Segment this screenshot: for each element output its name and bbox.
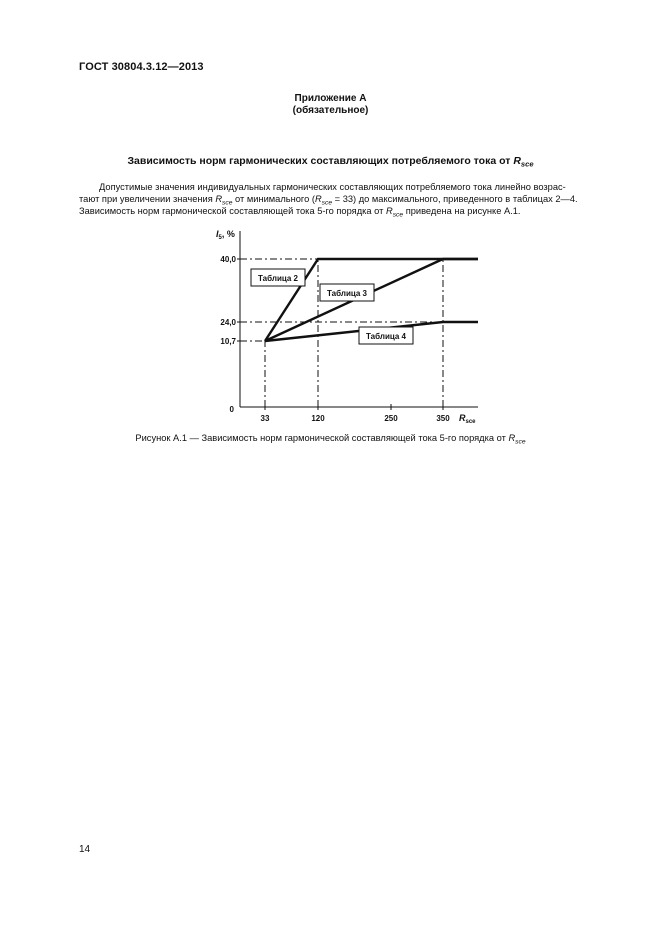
appendix-title: Приложение А bbox=[294, 93, 367, 104]
paragraph-line-3-b: приведена на рисунке А.1. bbox=[403, 206, 521, 217]
figure-caption-subscript: sce bbox=[515, 438, 526, 446]
paragraph-subscript-1: sce bbox=[222, 199, 233, 207]
paragraph-line-2-b: от минимального ( bbox=[232, 194, 315, 205]
paragraph-subscript-2: sce bbox=[321, 199, 333, 207]
paragraph-line-3-a: Зависимость норм гармонической составляющей тока 5-го порядка от bbox=[79, 206, 386, 217]
figure-caption bbox=[0, 433, 661, 446]
paragraph-line-1: Допустимые значения индивидуальных гармонических составляющих потребляемого тока линейно возрас- bbox=[99, 182, 566, 192]
legend-label-1: Таблица 2 bbox=[257, 274, 299, 283]
y-tick-label-1: 24,0 bbox=[220, 318, 236, 327]
x-tick-label-0: 33 bbox=[260, 414, 270, 423]
x-tick-label-1: 120 bbox=[311, 414, 325, 423]
section-title-symbol: R bbox=[513, 155, 521, 167]
section-title-text: Зависимость норм гармонических составляющих потребляемого тока от bbox=[127, 155, 514, 167]
paragraph-symbol-1: R bbox=[215, 194, 223, 205]
section-title-subscript: sce bbox=[520, 159, 534, 169]
x-axis-label: $R_{sce}$ bbox=[459, 413, 476, 425]
x-tick-label-2: 250 bbox=[384, 414, 398, 423]
paragraph-line-2-c: = 33) до максимального, приведенного в таблицах 2—4. bbox=[332, 194, 578, 205]
page-number: 14 bbox=[79, 844, 91, 855]
paragraph-symbol-3: R bbox=[385, 206, 393, 217]
legend-label-3: Таблица 4 bbox=[365, 332, 407, 341]
appendix-status: (обязательное) bbox=[292, 105, 369, 116]
document-code: ГОСТ 30804.3.12—2013 bbox=[79, 61, 204, 73]
paragraph-line-2-a: тают при увеличении значения bbox=[79, 194, 216, 205]
figure-caption-symbol: R bbox=[508, 433, 516, 443]
x-tick-label-3: 350 bbox=[436, 414, 450, 423]
y-tick-label-2: 40,0 bbox=[220, 255, 236, 264]
paragraph-subscript-3: sce bbox=[392, 211, 404, 219]
paragraph-symbol-2: R bbox=[314, 194, 322, 205]
y-tick-label-0: 10,7 bbox=[220, 337, 236, 346]
legend-label-2: Таблица 3 bbox=[326, 289, 368, 298]
figure-caption-text: Рисунок А.1 — Зависимость норм гармонической составляющей тока 5-го порядка от bbox=[135, 433, 509, 443]
y-axis-label: $I_5$, % bbox=[216, 229, 235, 241]
origin-label: 0 bbox=[229, 405, 234, 414]
